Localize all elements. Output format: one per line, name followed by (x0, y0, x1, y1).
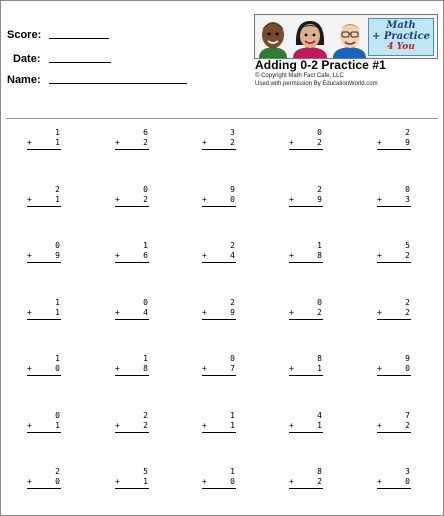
plus-sign: + (289, 421, 294, 430)
addend-bottom-row (289, 195, 323, 207)
addend-top: 0 (55, 241, 60, 250)
addition-problem (27, 185, 61, 207)
addend-bottom-row (27, 138, 61, 150)
addend-bottom: 2 (405, 251, 410, 260)
addition-problem (202, 185, 236, 207)
addend-top: 1 (230, 467, 235, 476)
addition-problem (377, 354, 411, 376)
addend-top: 1 (55, 354, 60, 363)
plus-sign: + (202, 138, 207, 147)
addend-bottom: 2 (405, 308, 410, 317)
addition-problem (377, 185, 411, 207)
addition-problem (377, 467, 411, 489)
addend-bottom-row (27, 251, 61, 263)
addend-top: 2 (317, 185, 322, 194)
date-line (49, 62, 111, 63)
addend-top: 5 (143, 467, 148, 476)
addition-problem (27, 128, 61, 150)
addend-bottom-row (27, 308, 61, 320)
addend-bottom: 1 (317, 364, 322, 373)
addend-bottom-row (289, 477, 323, 489)
addition-problem (377, 298, 411, 320)
addition-problem (377, 128, 411, 150)
plus-sign: + (289, 364, 294, 373)
worksheet-title: Adding 0-2 Practice #1 (255, 58, 386, 72)
addend-bottom: 9 (230, 308, 235, 317)
addition-problem (202, 467, 236, 489)
addition-problem (27, 241, 61, 263)
plus-sign: + (27, 138, 32, 147)
addition-problem (115, 241, 149, 263)
addend-top: 7 (405, 411, 410, 420)
addition-problem (289, 241, 323, 263)
addition-problem (289, 354, 323, 376)
addend-bottom: 0 (405, 364, 410, 373)
addend-bottom: 6 (143, 251, 148, 260)
name-label: Name: (7, 74, 41, 86)
addend-top: 1 (143, 354, 148, 363)
addition-problem (115, 354, 149, 376)
addend-bottom: 0 (405, 477, 410, 486)
plus-sign: + (202, 477, 207, 486)
logo (254, 14, 438, 59)
plus-sign: + (202, 364, 207, 373)
addend-bottom-row (377, 421, 411, 433)
plus-sign: + (377, 138, 382, 147)
addition-problem (115, 128, 149, 150)
addend-bottom-row (27, 421, 61, 433)
plus-sign: + (377, 477, 382, 486)
kids-illustration-icon (255, 15, 367, 58)
badge-line-3: 4 You (387, 42, 415, 52)
addend-top: 8 (317, 354, 322, 363)
addend-top: 0 (143, 185, 148, 194)
addition-problem (289, 128, 323, 150)
plus-sign: + (289, 251, 294, 260)
addend-top: 2 (143, 411, 148, 420)
addend-bottom: 0 (230, 477, 235, 486)
plus-sign: + (377, 251, 382, 260)
addend-bottom: 0 (55, 364, 60, 373)
plus-sign: + (115, 477, 120, 486)
addend-bottom: 2 (143, 138, 148, 147)
addend-bottom: 0 (55, 477, 60, 486)
addend-top: 2 (405, 298, 410, 307)
addition-problem (115, 298, 149, 320)
addend-top: 9 (405, 354, 410, 363)
plus-sign: + (115, 138, 120, 147)
addend-bottom: 1 (317, 421, 322, 430)
addend-top: 0 (317, 298, 322, 307)
addition-problem (202, 354, 236, 376)
addend-top: 2 (55, 185, 60, 194)
addend-bottom-row (377, 477, 411, 489)
score-field (7, 29, 109, 41)
addend-bottom: 1 (230, 421, 235, 430)
addend-bottom-row (202, 251, 236, 263)
addition-problem (202, 241, 236, 263)
addend-bottom: 1 (55, 421, 60, 430)
addend-bottom-row (202, 195, 236, 207)
addition-problem (115, 411, 149, 433)
name-field (7, 74, 187, 86)
plus-sign: + (202, 251, 207, 260)
permission-text: Used with permission By EducationWorld.com (255, 81, 378, 87)
plus-sign: + (115, 195, 120, 204)
addition-problem (27, 298, 61, 320)
addend-bottom-row (289, 251, 323, 263)
addition-problem (27, 354, 61, 376)
plus-sign: + (27, 421, 32, 430)
badge-line-2: + Practice (371, 31, 431, 42)
addend-bottom-row (289, 421, 323, 433)
plus-sign: + (115, 421, 120, 430)
addend-bottom-row (202, 308, 236, 320)
score-line (49, 38, 109, 39)
addition-problem (202, 411, 236, 433)
plus-sign: + (115, 308, 120, 317)
addend-top: 4 (317, 411, 322, 420)
addend-bottom-row (202, 138, 236, 150)
addend-top: 2 (55, 467, 60, 476)
plus-sign: + (202, 421, 207, 430)
addend-bottom-row (115, 138, 149, 150)
addend-top: 0 (143, 298, 148, 307)
addend-bottom-row (27, 195, 61, 207)
plus-sign: + (27, 477, 32, 486)
plus-sign: + (377, 364, 382, 373)
plus-sign: + (27, 195, 32, 204)
addition-problem (202, 128, 236, 150)
addend-bottom: 2 (230, 138, 235, 147)
date-label: Date: (13, 53, 41, 65)
addend-bottom-row (115, 477, 149, 489)
addend-bottom-row (289, 364, 323, 376)
addend-top: 0 (230, 354, 235, 363)
addend-top: 3 (230, 128, 235, 137)
addend-top: 1 (55, 128, 60, 137)
addend-bottom: 1 (143, 477, 148, 486)
addend-bottom-row (289, 138, 323, 150)
score-label: Score: (7, 29, 42, 41)
addend-bottom: 2 (317, 138, 322, 147)
addend-bottom: 9 (317, 195, 322, 204)
addend-top: 2 (230, 298, 235, 307)
addend-bottom: 2 (317, 477, 322, 486)
addend-top: 1 (317, 241, 322, 250)
copyright-text: © Copyright Math Fact Cafe, LLC (255, 73, 344, 79)
plus-sign: + (377, 421, 382, 430)
addend-bottom: 3 (405, 195, 410, 204)
addend-top: 1 (55, 298, 60, 307)
addend-top: 2 (230, 241, 235, 250)
addend-bottom-row (202, 477, 236, 489)
plus-sign: + (27, 251, 32, 260)
addend-bottom: 7 (230, 364, 235, 373)
addend-bottom: 1 (55, 138, 60, 147)
addend-top: 0 (55, 411, 60, 420)
addend-bottom: 9 (55, 251, 60, 260)
date-field (13, 53, 111, 65)
addend-top: 6 (143, 128, 148, 137)
plus-sign: + (115, 251, 120, 260)
addend-bottom-row (115, 195, 149, 207)
addition-problem (27, 411, 61, 433)
plus-sign: + (289, 138, 294, 147)
plus-sign: + (27, 364, 32, 373)
addend-bottom-row (377, 251, 411, 263)
addend-bottom-row (115, 421, 149, 433)
plus-sign: + (202, 308, 207, 317)
addition-problem (27, 467, 61, 489)
addend-top: 8 (317, 467, 322, 476)
addend-bottom: 2 (143, 421, 148, 430)
plus-sign: + (27, 308, 32, 317)
addend-bottom-row (202, 364, 236, 376)
addend-top: 9 (230, 185, 235, 194)
addend-bottom-row (377, 364, 411, 376)
addend-bottom-row (27, 477, 61, 489)
addition-problem (115, 467, 149, 489)
addend-bottom: 4 (143, 308, 148, 317)
badge-line-1: Math (386, 20, 416, 31)
addend-bottom: 8 (143, 364, 148, 373)
addend-bottom-row (27, 364, 61, 376)
addend-top: 0 (317, 128, 322, 137)
addition-problem (202, 298, 236, 320)
addition-problem (289, 411, 323, 433)
addend-bottom: 9 (405, 138, 410, 147)
plus-sign: + (377, 308, 382, 317)
addend-top: 5 (405, 241, 410, 250)
addition-problem (377, 411, 411, 433)
plus-sign: + (202, 195, 207, 204)
addition-problem (115, 185, 149, 207)
addend-bottom-row (115, 308, 149, 320)
math-practice-badge (368, 18, 434, 56)
addend-bottom-row (377, 308, 411, 320)
addition-problem (289, 467, 323, 489)
name-line (49, 83, 187, 84)
addition-problem (289, 185, 323, 207)
addend-bottom: 4 (230, 251, 235, 260)
plus-sign: + (289, 195, 294, 204)
addend-bottom: 2 (143, 195, 148, 204)
addend-bottom-row (289, 308, 323, 320)
addend-bottom-row (115, 364, 149, 376)
plus-sign: + (115, 364, 120, 373)
addend-top: 3 (405, 467, 410, 476)
addend-bottom-row (202, 421, 236, 433)
header-divider (6, 118, 438, 119)
plus-sign: + (377, 195, 382, 204)
addend-top: 1 (143, 241, 148, 250)
addend-bottom-row (377, 138, 411, 150)
addend-bottom-row (115, 251, 149, 263)
addend-bottom: 8 (317, 251, 322, 260)
addend-top: 1 (230, 411, 235, 420)
addend-bottom-row (377, 195, 411, 207)
plus-sign: + (289, 308, 294, 317)
addition-problem (289, 298, 323, 320)
addend-top: 0 (405, 185, 410, 194)
addend-bottom: 2 (317, 308, 322, 317)
addend-bottom: 1 (55, 308, 60, 317)
addend-bottom: 0 (230, 195, 235, 204)
plus-sign: + (289, 477, 294, 486)
addend-bottom: 1 (55, 195, 60, 204)
addend-bottom: 2 (405, 421, 410, 430)
addend-top: 2 (405, 128, 410, 137)
addition-problem (377, 241, 411, 263)
